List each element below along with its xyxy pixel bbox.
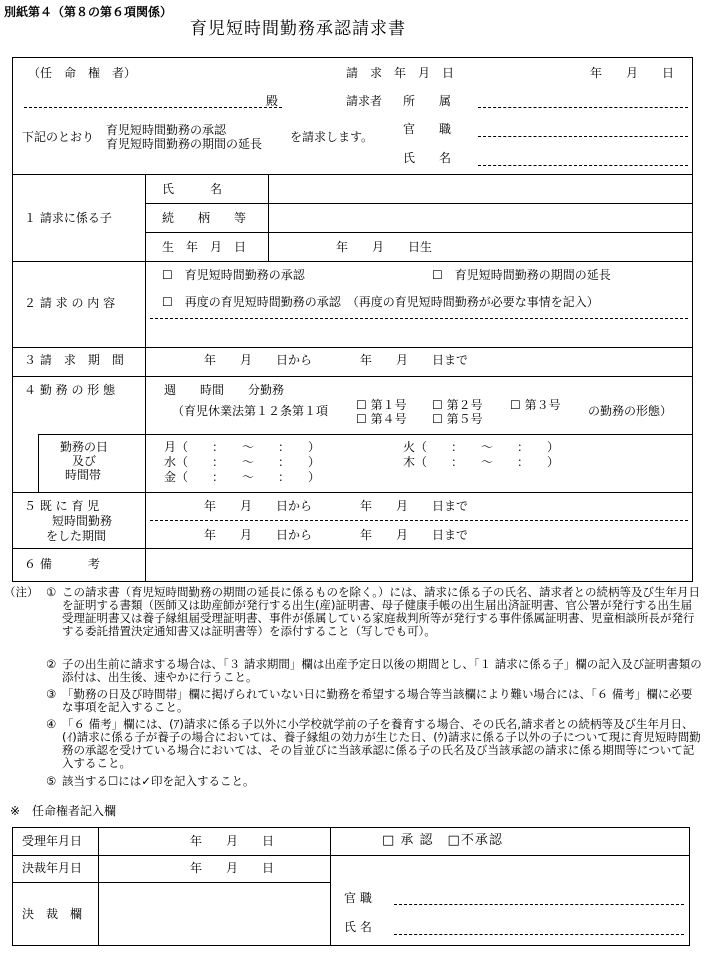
section3-label: ３ 請 求 期 間: [24, 353, 124, 367]
section5-label-3: をした期間: [46, 529, 107, 543]
section6-label: ６ 備 考: [24, 557, 100, 571]
kessai-date-label: 決裁年月日: [22, 861, 83, 875]
tuesday-hours[interactable]: 火（ ： ～ ： ）: [403, 440, 560, 454]
juri-value[interactable]: 年 月 日: [190, 834, 275, 848]
note-2: 子の出生前に請求する場合は、「３ 請求期間」欄は出産予定日以後の期間とし、「１ 請求に係る子」欄の記入及び証明書類の添付は、出生後、速やかに行うこと。: [62, 657, 702, 684]
kessai-label: 決 裁 欄: [22, 907, 83, 921]
wednesday-hours[interactable]: 水（ ： ～ ： ）: [164, 455, 321, 469]
notes-head: （注）: [4, 585, 39, 599]
section2-label: ２ 請 求 の 内 容: [24, 296, 116, 310]
note-5-mark: ⑤: [46, 774, 57, 788]
shoku-field[interactable]: [478, 136, 688, 137]
child-name-label: 氏 名: [162, 182, 223, 196]
thursday-hours[interactable]: 木（ ： ～ ： ）: [403, 455, 560, 469]
note-1-mark: ①: [46, 585, 57, 599]
appointer-label: （任 命 権 者）: [28, 66, 137, 80]
section5-label-2: 短時間勤務: [52, 514, 113, 528]
note-4: 「６ 備考」欄には、(ｱ)請求に係る子以外に小学校就学前の子を養育する場合、その氏名,請求者との続柄等及び生年月日、(ｲ)請求に係る子が養子の場合においては、養子縁組の効力が生じた日、(ｳ)請求に係る子以外の子について現に育児短時間勤務の承認を受けている場合においては、その旨並びに当該承認に係る子の氏名及び当該承認の請求に係る期間等について記入すること。: [62, 717, 701, 770]
juri-label: 受理年月日: [22, 834, 83, 848]
option-item-4[interactable]: ☐ 第４号: [356, 412, 407, 426]
work-form-end: の勤務の形態）: [588, 404, 673, 418]
request-date-label: 請 求 年 月 日: [346, 66, 455, 80]
option-item-3[interactable]: ☐ 第３号: [510, 398, 561, 412]
option-item-1[interactable]: ☐ 第１号: [356, 398, 407, 412]
tono-label: 殿: [266, 94, 279, 108]
weekly-hours[interactable]: 週 時間 分勤務: [164, 383, 285, 397]
work-form-law: （育児休業法第１２条第１項: [172, 404, 329, 418]
kessai-date-value[interactable]: 年 月 日: [190, 861, 275, 875]
request-period-value[interactable]: 年 月 日から 年 月 日まで: [204, 353, 469, 367]
page-title: 育児短時間勤務承認請求書: [190, 19, 406, 39]
shimei-field[interactable]: [478, 165, 688, 166]
admin-shimei-label: 氏 名: [344, 920, 372, 934]
note-2-mark: ②: [46, 657, 57, 671]
intro-right: を請求します。: [290, 130, 374, 144]
option-item-5[interactable]: ☐ 第５号: [432, 412, 483, 426]
shoku-label: 官 職: [403, 122, 452, 136]
friday-hours[interactable]: 金（ ： ～ ： ）: [164, 470, 321, 484]
schedule-label-3: 時間帯: [65, 468, 102, 482]
child-relation-label: 続 柄 等: [162, 211, 247, 225]
intro-option-2: 育児短時間勤務の期間の延長: [106, 137, 263, 151]
section4-label: ４ 勤 務 の 形 態: [24, 383, 116, 397]
intro-left: 下記のとおり: [22, 130, 95, 144]
note-3-mark: ③: [46, 687, 57, 701]
approval-options[interactable]: □ 承 認 □不承認: [382, 833, 503, 848]
appointer-field[interactable]: [24, 107, 282, 108]
admin-shimei-field[interactable]: [394, 934, 684, 935]
shozoku-field[interactable]: [478, 107, 688, 108]
admin-kanshoku-field[interactable]: [394, 904, 684, 905]
form-number: 別紙第４（第８の第６項関係）: [4, 5, 173, 19]
intro-option-1: 育児短時間勤務の承認: [106, 123, 227, 137]
past-period-2[interactable]: 年 月 日から 年 月 日まで: [204, 528, 469, 542]
admin-kanshoku-label: 官 職: [344, 891, 372, 905]
shimei-label: 氏 名: [403, 151, 452, 165]
note-5: 該当する☐には✓印を記入すること。: [62, 774, 255, 788]
past-period-1[interactable]: 年 月 日から 年 月 日まで: [204, 499, 469, 513]
note-1: この請求書（育児短時間勤務の期間の延長に係るものを除く。）には、請求に係る子の氏名、請求者との続柄等及び生年月日を証明する書類（医師又は助産師が発行する出生(産)証明書、母子健康手帳の出生届出済証明書、官公署が発行する出生届受理証明書又は養子縁組届受理証明書、事件が係属している家庭裁判所等が発行する事件係属証明書、児童相談所長が発行する委託措置決定通知書又は証明書等）を添付すること（写しでも可）。: [62, 585, 701, 638]
child-birth-label: 生 年 月 日: [162, 240, 247, 254]
option-item-2[interactable]: ☐ 第２号: [432, 398, 483, 412]
requester-label: 請求者: [346, 94, 383, 108]
schedule-label-1: 勤務の日: [60, 440, 109, 454]
option-extension[interactable]: ☐ 育児短時間勤務の期間の延長: [432, 268, 611, 282]
section1-label: １ 請求に係る子: [24, 211, 112, 225]
note-4-mark: ④: [46, 717, 57, 731]
option-re-approval[interactable]: ☐ 再度の育児短時間勤務の承認 （再度の育児短時間勤務が必要な事情を記入）: [162, 295, 599, 309]
note-3: 「勤務の日及び時間帯」欄に掲げられていない日に勤務を希望する場合等当該欄により難い場合には、「６ 備考」欄に必要な事項を記入すること。: [62, 687, 693, 714]
option-approval[interactable]: ☐ 育児短時間勤務の承認: [162, 268, 305, 282]
shozoku-label: 所 属: [403, 94, 452, 108]
schedule-label-2: 及び: [72, 454, 97, 468]
admin-heading: ※ 任命権者記入欄: [10, 804, 117, 818]
reason-field[interactable]: [150, 318, 688, 319]
request-date-value[interactable]: 年 月 日: [590, 66, 675, 80]
child-birth-value[interactable]: 年 月 日生: [336, 240, 433, 254]
section5-label-1: ５ 既 に 育 児: [24, 499, 100, 513]
monday-hours[interactable]: 月（ ： ～ ： ）: [164, 440, 321, 454]
